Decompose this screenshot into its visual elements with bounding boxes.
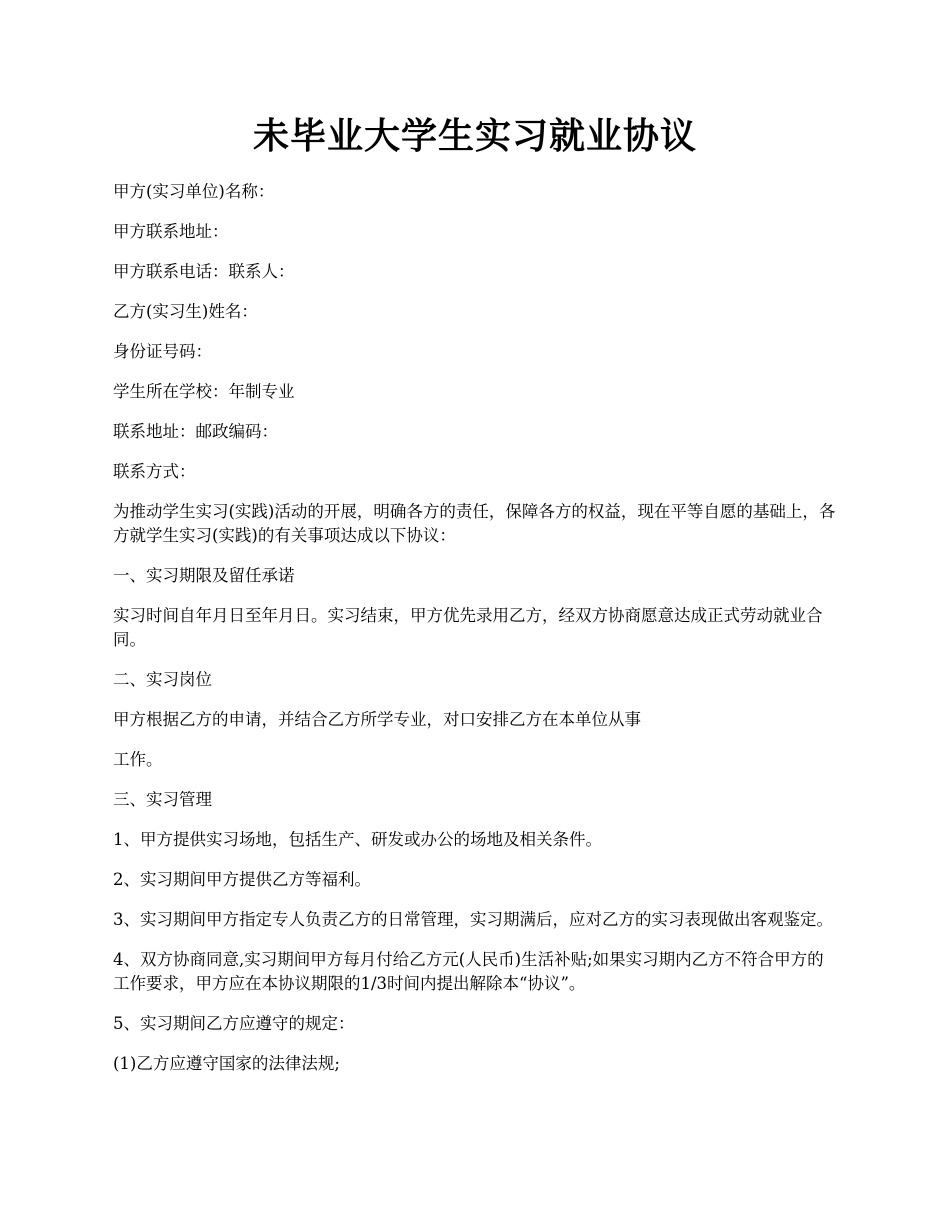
rule-item-1: (1)乙方应遵守国家的法律法规;: [113, 1054, 340, 1073]
contact-method-line: 联系方式：: [113, 462, 196, 481]
section-heading-3: 三、实习管理: [113, 790, 212, 809]
position-paragraph: 甲方根据乙方的申请，并结合乙方所学专业，对口安排乙方在本单位从事: [113, 710, 641, 729]
address-postcode-line: 联系地址：邮政编码：: [113, 422, 278, 441]
position-paragraph-continued: 工作。: [113, 750, 163, 769]
id-number-line: 身份证号码：: [113, 342, 212, 361]
preamble-paragraph: 为推动学生实习(实践)活动的开展，明确各方的责任，保障各方的权益，现在平等自愿的基础上，各方就学生实习(实践)的有关事项达成以下协议：: [113, 502, 836, 545]
management-item-1: 1、甲方提供实习场地，包括生产、研发或办公的场地及相关条件。: [113, 830, 602, 849]
document-body: [113, 180, 838, 1092]
section-heading-2: 二、实习岗位: [113, 670, 212, 689]
school-major-line: 学生所在学校：年制专业: [113, 382, 295, 401]
section-heading-1: 一、实习期限及留任承诺: [113, 566, 295, 585]
document-title: 未毕业大学生实习就业协议: [252, 115, 697, 157]
management-item-2: 2、实习期间甲方提供乙方等福利。: [113, 870, 371, 889]
management-item-4: 4、双方协商同意,实习期间甲方每月付给乙方元(人民币)生活补贴;如果实习期内乙方不符合甲方的工作要求，甲方应在本协议期限的1/3时间内提出解除本“协议”。: [113, 950, 824, 993]
party-b-name-line: 乙方(实习生)姓名：: [113, 302, 258, 321]
party-a-name-line: 甲方(实习单位)名称：: [113, 182, 275, 201]
management-item-3: 3、实习期间甲方指定专人负责乙方的日常管理，实习期满后，应对乙方的实习表现做出客观鉴定。: [113, 910, 833, 929]
internship-period-paragraph: 实习时间自年月日至年月日。实习结束，甲方优先录用乙方，经双方协商愿意达成正式劳动就业合同。: [113, 606, 823, 649]
party-a-phone-contact-line: 甲方联系电话：联系人：: [113, 262, 295, 281]
management-item-5: 5、实习期间乙方应遵守的规定：: [113, 1014, 355, 1033]
party-a-address-line: 甲方联系地址：: [113, 222, 229, 241]
